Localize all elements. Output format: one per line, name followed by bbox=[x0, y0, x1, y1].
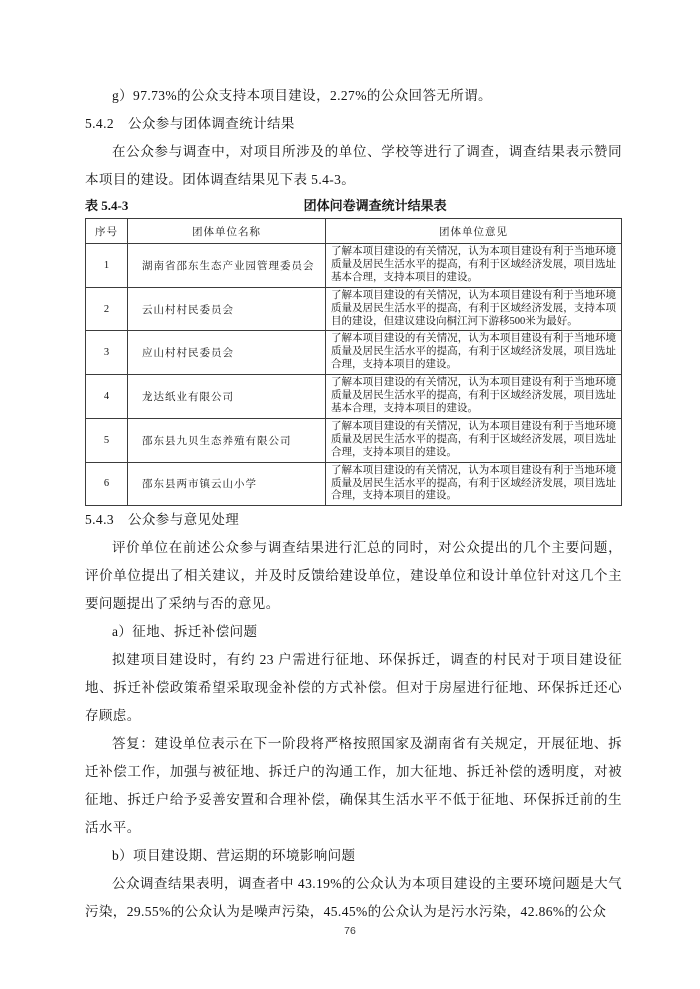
opinion-cell: 了解本项目建设的有关情况，认为本项目建设有利于当地环境质量及居民生活水平的提高，有利于区域经济发展，项目选址合理，支持本项目的建设。 bbox=[326, 418, 622, 462]
section-title: 公众参与团体调查统计结果 bbox=[128, 116, 295, 131]
row-number-cell: 5 bbox=[86, 418, 128, 462]
table-row bbox=[86, 375, 622, 419]
item-a-title: a）征地、拆迁补偿问题 bbox=[112, 624, 258, 640]
paragraph-item-g: g）97.73%的公众支持本项目建设，2.27%的公众回答无所谓。 bbox=[112, 88, 492, 103]
org-name-cell: 云山村村民委员会 bbox=[128, 287, 326, 331]
row-number-cell: 4 bbox=[86, 375, 128, 419]
table-header-row bbox=[86, 219, 622, 244]
opinion-cell: 了解本项目建设的有关情况，认为本项目建设有利于当地环境质量及居民生活水平的提高，有利于区域经济发展，项目选址基本合理，支持本项目的建设。 bbox=[326, 375, 622, 419]
org-name-cell: 湖南省邵东生态产业园管理委员会 bbox=[128, 244, 326, 288]
table-row bbox=[86, 331, 622, 375]
item-a-reply-paragraph: 答复：建设单位表示在下一阶段将严格按照国家及湖南省有关规定，开展征地、拆迁补偿工作，加强与被征地、拆迁户的沟通工作，加大征地、拆迁补偿的透明度，对被征地、拆迁户给予妥善安置和合理补偿，确保其生活水平不低于征地、环保拆迁前的生活水平。 bbox=[85, 736, 622, 836]
row-number-cell: 1 bbox=[86, 244, 128, 288]
org-name-cell: 龙达纸业有限公司 bbox=[128, 375, 326, 419]
opinion-cell: 了解本项目建设的有关情况，认为本项目建设有利于当地环境质量及居民生活水平的提高，有利于区域经济发展，项目选址合理，支持本项目的建设。 bbox=[326, 462, 622, 506]
opinion-cell: 了解本项目建设的有关情况，认为本项目建设有利于当地环境质量及居民生活水平的提高，有利于区域经济发展，项目选址基本合理，支持本项目的建设。 bbox=[326, 244, 622, 288]
org-name-cell: 邵东县九贝生态养殖有限公司 bbox=[128, 418, 326, 462]
header-org-name: 团体单位名称 bbox=[128, 219, 326, 244]
opinion-cell: 了解本项目建设的有关情况，认为本项目建设有利于当地环境质量及居民生活水平的提高，有利于区域经济发展，支持本项目的建设，但建议建设向桐江河下游移500米为最好。 bbox=[326, 287, 622, 331]
paragraph-542-intro: 在公众参与调查中，对项目所涉及的单位、学校等进行了调查，调查结果表示赞同本项目的建设。团体调查结果见下表 5.4-3。 bbox=[85, 144, 622, 187]
table-row bbox=[86, 244, 622, 288]
page-number: 76 bbox=[344, 925, 356, 937]
item-a-paragraph: 拟建项目建设时，有约 23 户需进行征地、环保拆迁，调查的村民对于项目建设征地、拆迁补偿政策希望采取现金补偿的方式补偿。但对于房屋进行征地、环保拆迁还心存顾虑。 bbox=[85, 652, 622, 724]
section-title: 公众参与意见处理 bbox=[128, 512, 240, 528]
table-label: 表 5.4-3 bbox=[85, 198, 129, 213]
header-opinion: 团体单位意见 bbox=[326, 219, 622, 244]
table-row bbox=[86, 287, 622, 331]
table-row bbox=[86, 418, 622, 462]
group-survey-table bbox=[85, 218, 622, 506]
table-row bbox=[86, 462, 622, 506]
item-b-title: b）项目建设期、营运期的环境影响问题 bbox=[112, 848, 356, 864]
row-number-cell: 2 bbox=[86, 287, 128, 331]
section-heading-543 bbox=[85, 506, 622, 534]
section-heading-542 bbox=[85, 110, 622, 138]
item-b-paragraph: 公众调查结果表明，调查者中 43.19%的公众认为本项目建设的主要环境问题是大气污染，29.55%的公众认为是噪声污染，45.45%的公众认为是污水污染，42.86%的公众 bbox=[85, 876, 622, 920]
row-number-cell: 6 bbox=[86, 462, 128, 506]
section-number: 5.4.3 bbox=[85, 512, 114, 528]
table-caption bbox=[85, 195, 622, 217]
table-title: 团体问卷调查统计结果表 bbox=[303, 198, 447, 213]
paragraph-543-summary: 评价单位在前述公众参与调查结果进行汇总的同时，对公众提出的几个主要问题，评价单位提出了相关建议，并及时反馈给建设单位，建设单位和设计单位针对这几个主要问题提出了采纳与否的意见。 bbox=[85, 540, 622, 612]
section-number: 5.4.2 bbox=[85, 116, 114, 131]
org-name-cell: 邵东县两市镇云山小学 bbox=[128, 462, 326, 506]
opinion-cell: 了解本项目建设的有关情况，认为本项目建设有利于当地环境质量及居民生活水平的提高，有利于区域经济发展，项目选址合理，支持本项目的建设。 bbox=[326, 331, 622, 375]
org-name-cell: 应山村村民委员会 bbox=[128, 331, 326, 375]
row-number-cell: 3 bbox=[86, 331, 128, 375]
header-no: 序号 bbox=[86, 219, 128, 244]
page-content bbox=[85, 82, 622, 926]
